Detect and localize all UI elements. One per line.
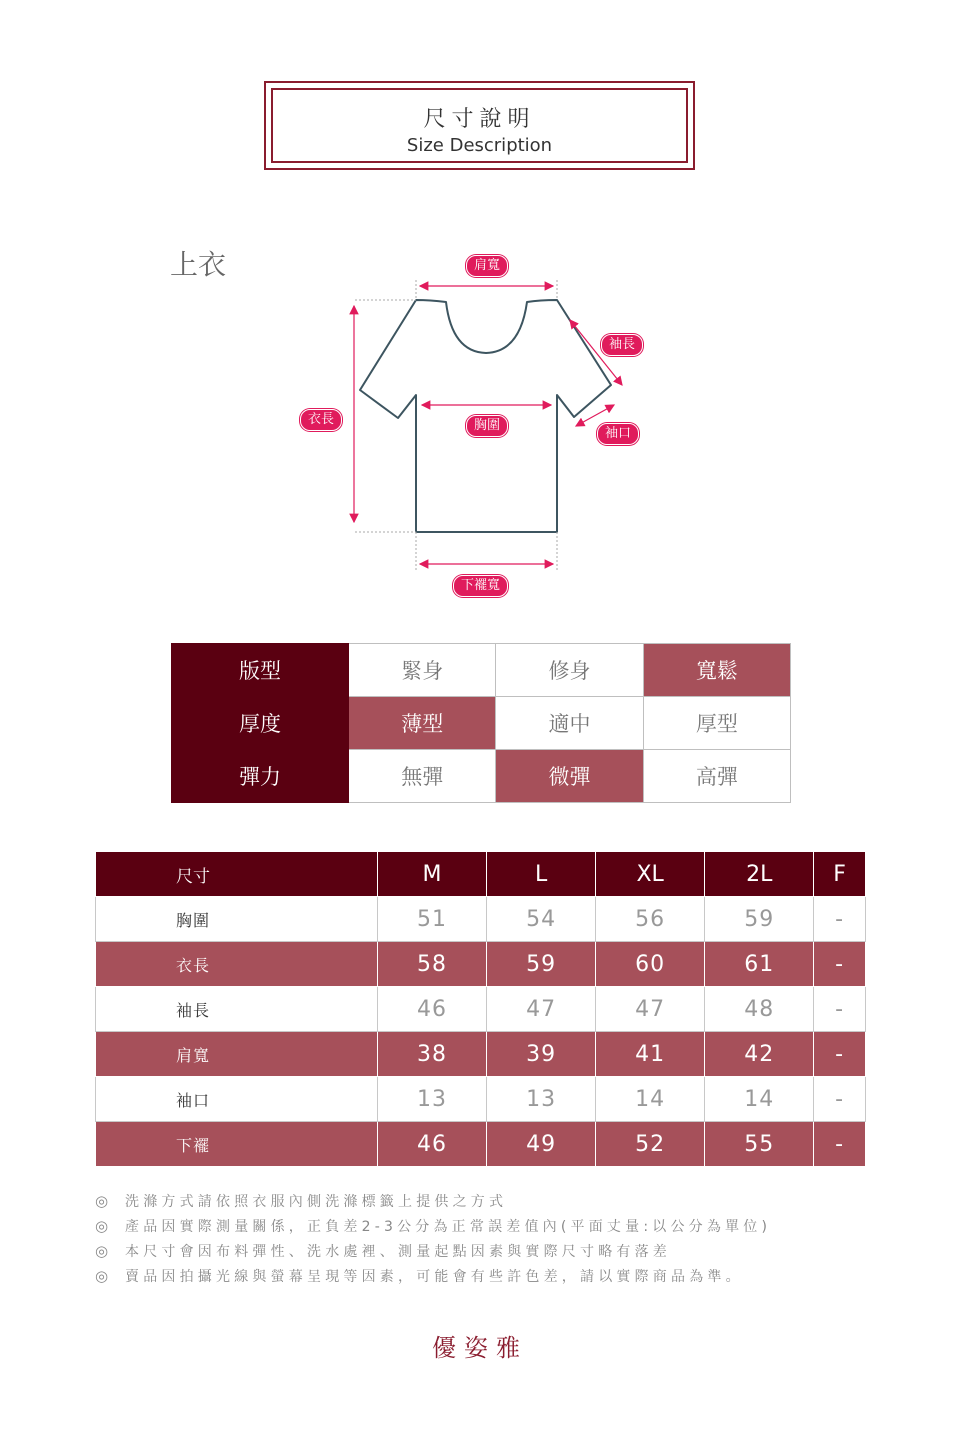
table-cell: - bbox=[814, 987, 866, 1032]
label-hem: 下襬寬 bbox=[453, 575, 508, 597]
table-cell: 61 bbox=[705, 942, 814, 987]
table-cell: 59 bbox=[705, 897, 814, 942]
fit-row-label: 版型 bbox=[172, 644, 349, 697]
fit-row-label: 厚度 bbox=[172, 697, 349, 750]
note-text: 洗滌方式請依照衣服內側洗滌標籤上提供之方式 bbox=[125, 1194, 508, 1210]
table-row bbox=[96, 897, 866, 942]
table-cell: 60 bbox=[596, 942, 705, 987]
table-cell: 56 bbox=[596, 897, 705, 942]
table-cell: - bbox=[814, 897, 866, 942]
table-row bbox=[96, 942, 866, 987]
table-cell: - bbox=[814, 1077, 866, 1122]
table-cell: 48 bbox=[705, 987, 814, 1032]
fit-row-style bbox=[172, 644, 791, 697]
label-chest: 胸圍 bbox=[466, 415, 508, 437]
header-f: F bbox=[814, 852, 866, 897]
note-text: 產品因實際測量關係，正負差2-3公分為正常誤差值內(平面丈量:以公分為單位) bbox=[125, 1219, 772, 1235]
table-cell: - bbox=[814, 1122, 866, 1167]
table-cell: 47 bbox=[487, 987, 596, 1032]
label-cuff: 袖口 bbox=[597, 423, 639, 445]
table-cell: 52 bbox=[596, 1122, 705, 1167]
table-cell: 13 bbox=[378, 1077, 487, 1122]
header-size: 尺寸 bbox=[96, 852, 378, 897]
size-table bbox=[95, 851, 866, 1167]
fit-option: 厚型 bbox=[643, 697, 790, 750]
fit-row-label: 彈力 bbox=[172, 750, 349, 803]
table-cell: 42 bbox=[705, 1032, 814, 1077]
label-shoulder: 肩寬 bbox=[466, 255, 508, 277]
table-cell: 13 bbox=[487, 1077, 596, 1122]
table-row bbox=[96, 1122, 866, 1167]
table-cell: 38 bbox=[378, 1032, 487, 1077]
label-length: 衣長 bbox=[300, 409, 342, 431]
table-cell: 58 bbox=[378, 942, 487, 987]
fit-row-thickness bbox=[172, 697, 791, 750]
note-item bbox=[95, 1214, 771, 1239]
label-sleeve-length: 袖長 bbox=[601, 334, 643, 356]
header-box bbox=[264, 81, 695, 170]
header-xl: XL bbox=[596, 852, 705, 897]
bullet-icon: ◎ bbox=[95, 1242, 109, 1260]
page-title: 尺寸說明 bbox=[423, 107, 536, 132]
fit-option: 高彈 bbox=[643, 750, 790, 803]
table-cell: 51 bbox=[378, 897, 487, 942]
table-cell: 14 bbox=[596, 1077, 705, 1122]
note-item bbox=[95, 1239, 771, 1264]
header-m: M bbox=[378, 852, 487, 897]
header-inner-frame bbox=[271, 88, 688, 163]
row-label: 下襬 bbox=[96, 1122, 378, 1167]
header-2l: 2L bbox=[705, 852, 814, 897]
row-label: 肩寬 bbox=[96, 1032, 378, 1077]
note-text: 賣品因拍攝光線與螢幕呈現等因素，可能會有些許色差，請以實際商品為準。 bbox=[125, 1269, 744, 1285]
fit-option: 修身 bbox=[496, 644, 643, 697]
table-cell: - bbox=[814, 1032, 866, 1077]
table-cell: 47 bbox=[596, 987, 705, 1032]
table-cell: 54 bbox=[487, 897, 596, 942]
table-row bbox=[96, 1077, 866, 1122]
page-subtitle: Size Description bbox=[406, 135, 553, 156]
table-cell: - bbox=[814, 942, 866, 987]
fit-row-elasticity bbox=[172, 750, 791, 803]
fit-option-selected: 薄型 bbox=[349, 697, 496, 750]
table-cell: 46 bbox=[378, 987, 487, 1032]
table-cell: 39 bbox=[487, 1032, 596, 1077]
fit-option: 適中 bbox=[496, 697, 643, 750]
section-label: 上衣 bbox=[170, 248, 227, 281]
header-l: L bbox=[487, 852, 596, 897]
row-label: 胸圍 bbox=[96, 897, 378, 942]
care-notes bbox=[95, 1189, 771, 1289]
table-cell: 46 bbox=[378, 1122, 487, 1167]
row-label: 袖口 bbox=[96, 1077, 378, 1122]
note-item bbox=[95, 1189, 771, 1214]
brand-name: 優姿雅 bbox=[432, 1334, 528, 1362]
table-cell: 59 bbox=[487, 942, 596, 987]
note-item bbox=[95, 1264, 771, 1289]
table-row bbox=[96, 1032, 866, 1077]
fit-option: 緊身 bbox=[349, 644, 496, 697]
note-text: 本尺寸會因布料彈性、洗水處裡、測量起點因素與實際尺寸略有落差 bbox=[125, 1244, 671, 1260]
bullet-icon: ◎ bbox=[95, 1217, 109, 1235]
bullet-icon: ◎ bbox=[95, 1267, 109, 1285]
fit-option-selected: 微彈 bbox=[496, 750, 643, 803]
fit-table bbox=[171, 643, 791, 803]
fit-option: 無彈 bbox=[349, 750, 496, 803]
size-table-header bbox=[96, 852, 866, 897]
fit-option-selected: 寬鬆 bbox=[643, 644, 790, 697]
table-cell: 41 bbox=[596, 1032, 705, 1077]
table-cell: 55 bbox=[705, 1122, 814, 1167]
table-cell: 49 bbox=[487, 1122, 596, 1167]
bullet-icon: ◎ bbox=[95, 1192, 109, 1210]
row-label: 袖長 bbox=[96, 987, 378, 1032]
table-row bbox=[96, 987, 866, 1032]
row-label: 衣長 bbox=[96, 942, 378, 987]
table-cell: 14 bbox=[705, 1077, 814, 1122]
